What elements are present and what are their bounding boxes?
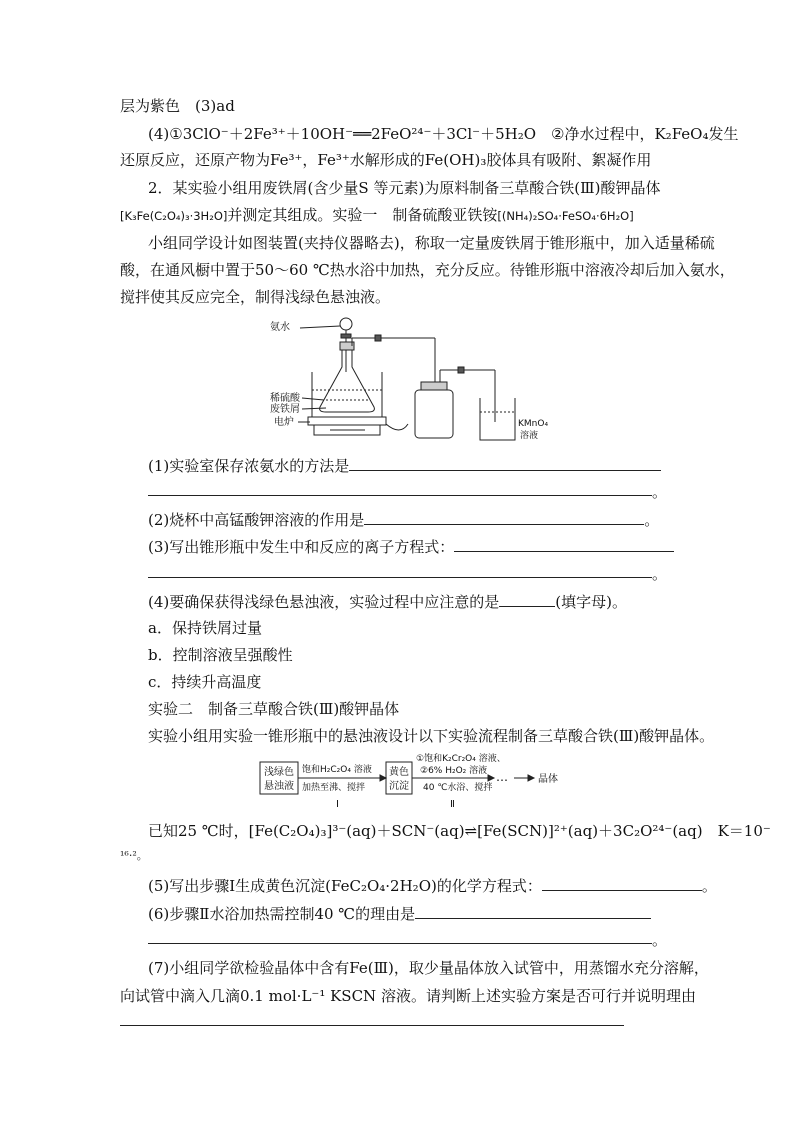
box1-line2: 悬浊液 bbox=[264, 781, 294, 792]
safety-bottle bbox=[415, 390, 453, 438]
option-b: b．控制溶液呈强酸性 bbox=[148, 646, 293, 664]
answer-blank-6b[interactable] bbox=[148, 942, 652, 944]
label-ammonia: 氨水 bbox=[270, 322, 290, 333]
kmno4-beaker bbox=[480, 398, 515, 440]
period-1: 。 bbox=[652, 483, 668, 501]
question-7-line-1: (7)小组同学欲检验晶体中含有Fe(Ⅲ)，取少量晶体放入试管中，用蒸馏水充分溶解， bbox=[148, 959, 709, 977]
flow-chart bbox=[258, 752, 578, 814]
experiment-2-title: 实验二 制备三草酸合铁(Ⅲ)酸钾晶体 bbox=[148, 700, 400, 718]
subtitle-text: 并测定其组成。实验一 制备硫酸亚铁铵 bbox=[227, 206, 498, 224]
paragraph-line-3: 搅拌使其反应完全，制得浅绿色悬浊液。 bbox=[120, 288, 391, 306]
paragraph-line-1: 小组同学设计如图装置(夹持仪器略去)，称取一定量废铁屑于锥形瓶中，加入适量稀硫 bbox=[148, 234, 715, 252]
electric-furnace bbox=[308, 417, 386, 425]
box1-line1: 浅绿色 bbox=[264, 767, 294, 778]
step-1-label: Ⅰ bbox=[336, 799, 339, 810]
question-6 bbox=[148, 903, 651, 924]
question-1-text: (1)实验室保存浓氨水的方法是 bbox=[148, 457, 350, 475]
water-bath-beaker bbox=[312, 372, 382, 417]
question-4-text: (4)要确保获得浅绿色悬浊液，实验过程中应注意的是 bbox=[148, 593, 500, 611]
question-3-text: (3)写出锥形瓶中发生中和反应的离子方程式： bbox=[148, 538, 455, 556]
answer-blank-5[interactable] bbox=[542, 875, 702, 891]
formula-mohr-salt: [(NH₄)₂SO₄·FeSO₄·6H₂O] bbox=[497, 209, 634, 223]
question-3 bbox=[148, 536, 674, 557]
known-line-1: 已知25 ℃时，[Fe(C₂O₄)₃]³⁻(aq)＋SCN⁻(aq)⇌[Fe(SCN)]²⁺(aq)＋3C₂O²⁴⁻(aq) K＝10⁻ bbox=[148, 822, 771, 840]
label-dilute-acid: 稀硫酸 bbox=[270, 393, 300, 404]
answer-blank-7[interactable] bbox=[120, 1024, 624, 1026]
question-6-text: (6)步骤Ⅱ水浴加热需控制40 ℃的理由是 bbox=[148, 905, 416, 923]
answer-blank-6[interactable] bbox=[415, 903, 651, 919]
label-iron-scraps: 废铁屑 bbox=[270, 404, 300, 415]
question-2 bbox=[148, 509, 659, 530]
funnel-stopcock bbox=[341, 334, 351, 338]
question-2-title: 2．某实验小组用废铁屑(含少量S 等元素)为原料制备三草酸合铁(Ⅲ)酸钾晶体 bbox=[148, 179, 661, 197]
answer-line-1: 层为紫色 (3)ad bbox=[120, 97, 235, 115]
question-5 bbox=[148, 875, 717, 896]
answer-blank-1b[interactable] bbox=[148, 494, 652, 496]
period-2: 。 bbox=[644, 511, 660, 529]
arrow2-reagent-1: ①饱和K₂Cr₂O₄ 溶液、 bbox=[416, 754, 506, 764]
arrow1-condition: 加热至沸、搅拌 bbox=[302, 783, 366, 793]
flow-ellipsis: … bbox=[496, 770, 508, 784]
conical-flask bbox=[320, 350, 375, 412]
label-furnace: 电炉 bbox=[274, 417, 294, 428]
box2-line1: 黄色 bbox=[389, 767, 409, 778]
question-2-subtitle bbox=[120, 205, 634, 226]
formula-product: [K₃Fe(C₂O₄)₃·3H₂O] bbox=[120, 209, 228, 223]
period-6: 。 bbox=[652, 931, 668, 949]
question-2-text: (2)烧杯中高锰酸钾溶液的作用是 bbox=[148, 511, 365, 529]
option-a: a．保持铁屑过量 bbox=[148, 619, 262, 637]
answer-blank-4[interactable] bbox=[499, 591, 555, 607]
arrow2-reagent-2: ②6% H₂O₂ 溶液 bbox=[420, 766, 488, 776]
label-kmno4: KMnO₄ bbox=[518, 419, 549, 429]
step-2-label: Ⅱ bbox=[450, 799, 455, 810]
question-4-tail: (填字母)。 bbox=[555, 593, 627, 611]
period-3: 。 bbox=[652, 565, 668, 583]
box2-line2: 沉淀 bbox=[389, 781, 409, 792]
answer-blank-3[interactable] bbox=[454, 536, 674, 552]
experiment-2-desc: 实验小组用实验一锥形瓶中的悬浊液设计以下实验流程制备三草酸合铁(Ⅲ)酸钾晶体。 bbox=[148, 727, 715, 745]
question-7-line-2: 向试管中滴入几滴0.1 mol·L⁻¹ KSCN 溶液。请判断上述实验方案是否可行并说明理由 bbox=[120, 987, 696, 1005]
question-4 bbox=[148, 591, 627, 612]
answer-blank-3b[interactable] bbox=[148, 576, 652, 578]
apparatus-diagram bbox=[270, 312, 560, 447]
question-5-text: (5)写出步骤Ⅰ生成黄色沉淀(FeC₂O₄·2H₂O)的化学方程式： bbox=[148, 877, 542, 895]
arrow2-condition: 40 ℃水浴、搅拌 bbox=[423, 783, 493, 793]
box-crystal: 晶体 bbox=[538, 774, 558, 785]
paragraph-line-2: 酸，在通风橱中置于50～60 ℃热水浴中加热，充分反应。待锥形瓶中溶液冷却后加入氨水， bbox=[120, 261, 735, 279]
option-c: c．持续升高温度 bbox=[148, 673, 262, 691]
label-solution: 溶液 bbox=[520, 431, 539, 441]
arrow1-reagent: 饱和H₂C₂O₄ 溶液 bbox=[302, 765, 372, 775]
period-5: 。 bbox=[701, 877, 717, 895]
answer-line-2: (4)①3ClO⁻＋2Fe³⁺＋10OH⁻══2FeO²⁴⁻＋3Cl⁻＋5H₂O ②净水过程中，K₂FeO₄发生 bbox=[148, 125, 739, 143]
funnel-bulb bbox=[340, 318, 352, 330]
answer-blank-2[interactable] bbox=[364, 509, 644, 525]
known-line-2: ¹⁶·²。 bbox=[120, 849, 148, 862]
answer-blank-1[interactable] bbox=[349, 455, 661, 471]
question-1 bbox=[148, 455, 661, 476]
answer-line-3: 还原反应，还原产物为Fe³⁺，Fe³⁺水解形成的Fe(OH)₃胶体具有吸附、絮凝作用 bbox=[120, 151, 652, 169]
